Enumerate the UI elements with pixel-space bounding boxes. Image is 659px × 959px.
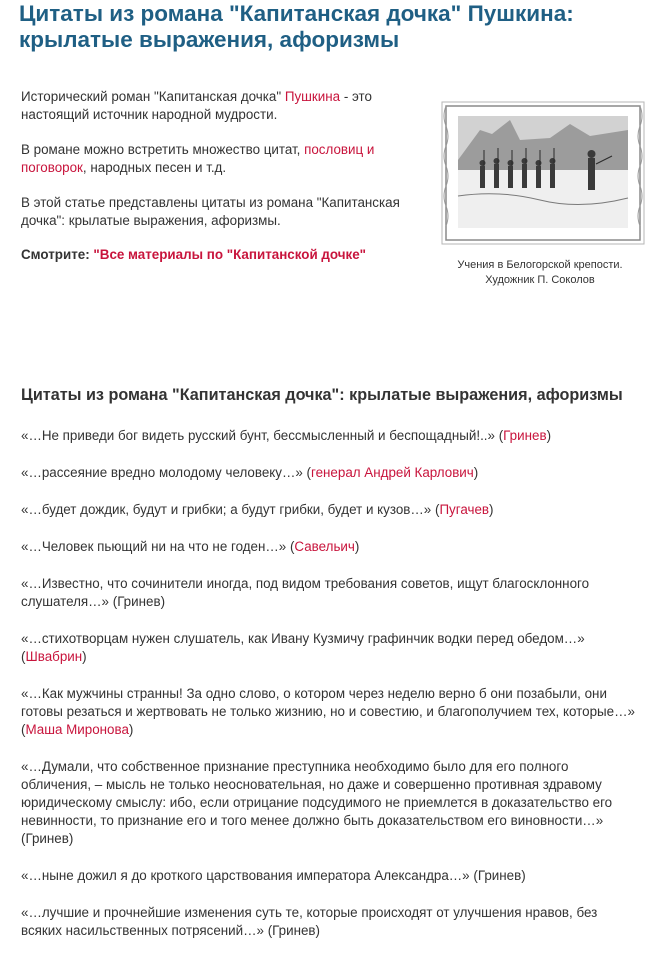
quote-author-paren: (: [498, 428, 504, 443]
quote-item: [21, 464, 636, 482]
quote-author-paren: (: [21, 831, 26, 846]
quote-text: «…рассеяние вредно молодому человеку…»: [21, 465, 307, 480]
quote-text: «…Думали, что собственное признание преступника необходимо было для его полного обличения, – мысль не только неосновательная, но даже и совершенно противная здравому юридическому смыслу: ибо, если отрицание подсудимого не приемлется в доказательство его невинности, то признание его и того менее должно быть доказательством его виновности…»: [21, 759, 613, 828]
quote-item: [21, 501, 636, 519]
quote-item: [21, 538, 636, 556]
quote-author-paren: (: [473, 868, 478, 883]
see-also: [21, 246, 411, 264]
intro-paragraph-2: [21, 141, 411, 177]
quote-item: [21, 867, 636, 885]
quote-author-paren: ): [82, 649, 87, 664]
page-title: Цитаты из романа "Капитанская дочка" Пушкина: крылатые выражения, афоризмы: [19, 1, 574, 52]
intro-block: [21, 88, 411, 281]
intro-text: - это настоящий источник народной мудрости.: [21, 89, 372, 122]
quote-author-link[interactable]: Пугачев: [439, 502, 490, 517]
quote-author-paren: ): [546, 428, 552, 443]
quote-author-paren: ): [521, 868, 526, 883]
intro-text: , народных песен и т.д.: [82, 160, 227, 175]
caption-line: Художник П. Соколов: [485, 274, 595, 286]
caption-line: Учения в Белогорской крепости.: [457, 259, 623, 271]
quote-text: «…Не приведи бог видеть русский бунт, бессмысленный и беспощадный!..»: [21, 428, 499, 443]
quote-author-link[interactable]: Гринев: [503, 428, 547, 443]
quote-author-paren: (: [21, 722, 26, 737]
quote-author-paren: ): [489, 502, 494, 517]
quote-author-paren: (: [289, 539, 295, 554]
quote-author-paren: (: [21, 649, 26, 664]
quote-author-paren: (: [434, 502, 440, 517]
quote-author-paren: ): [315, 923, 321, 938]
section-heading: Цитаты из романа "Капитанская дочка": крылатые выражения, афоризмы: [21, 386, 623, 404]
quote-author-link[interactable]: Маша Миронова: [25, 722, 129, 737]
quote-author-link[interactable]: генерал Андрей Карлович: [311, 465, 474, 480]
all-materials-link[interactable]: "Все материалы по "Капитанской дочке": [93, 247, 367, 262]
quote-text: «…Известно, что сочинители иногда, под видом требования советов, ищут благосклонного слушателя…»: [21, 576, 590, 609]
quote-author-paren: (: [267, 923, 273, 938]
quote-item: [21, 427, 636, 445]
quote-author-paren: ): [128, 722, 134, 737]
quote-author: Гринев: [25, 831, 69, 846]
quote-item: [21, 630, 636, 666]
quote-author: Гринев: [272, 923, 316, 938]
see-also-label: Смотрите:: [21, 247, 90, 262]
quote-text: «…Как мужчины странны! За одно слово, о котором через неделю верно б они позабыли, они готовы резаться и жертвовать не только жизнию, но и совестию, и благополучием тех, которые…»: [21, 686, 635, 719]
quote-item: [21, 904, 636, 940]
quote-author-paren: ): [68, 831, 74, 846]
illustration-image: [440, 100, 646, 246]
quote-text: «…ныне дожил я до кроткого царствования императора Александра…»: [21, 868, 474, 883]
quote-author-paren: (: [112, 594, 118, 609]
intro-paragraph-1: [21, 88, 411, 124]
quote-item: [21, 685, 636, 739]
quotes-list: [21, 427, 636, 959]
quote-item: [21, 758, 636, 848]
quote-text: «…лучшие и прочнейшие изменения суть те, которые происходят от улучшения нравов, без всяких насильственных потрясений…»: [21, 905, 598, 938]
quote-author: Гринев: [477, 868, 522, 883]
quote-author-paren: ): [473, 465, 479, 480]
pushkin-link[interactable]: Пушкина: [284, 89, 341, 104]
quote-author: Гринев: [117, 594, 161, 609]
intro-paragraph-3: В этой статье представлены цитаты из романа "Капитанская дочка": крылатые выражения, афоризмы.: [21, 195, 400, 228]
proverbs-link[interactable]: пословиц и поговорок: [21, 142, 375, 175]
quote-text: «…стихотворцам нужен слушатель, как Ивану Кузмичу графинчик водки перед обедом…»: [21, 631, 585, 646]
quote-text: «…Человек пьющий ни на что не годен…»: [21, 539, 290, 554]
quote-text: «…будет дождик, будут и грибки; а будут грибки, будет и кузов…»: [21, 502, 435, 517]
quote-author-link[interactable]: Савельич: [294, 539, 355, 554]
intro-text: Исторический роман "Капитанская дочка": [21, 89, 285, 104]
intro-text: В романе можно встретить множество цитат,: [21, 142, 305, 157]
illustration-caption: [440, 258, 640, 288]
quote-author-paren: ): [160, 594, 166, 609]
quote-author-paren: ): [354, 539, 360, 554]
quote-author-paren: (: [306, 465, 311, 480]
illustration-figure: [436, 100, 648, 288]
quote-item: [21, 575, 636, 611]
quote-author-link[interactable]: Швабрин: [25, 649, 83, 664]
